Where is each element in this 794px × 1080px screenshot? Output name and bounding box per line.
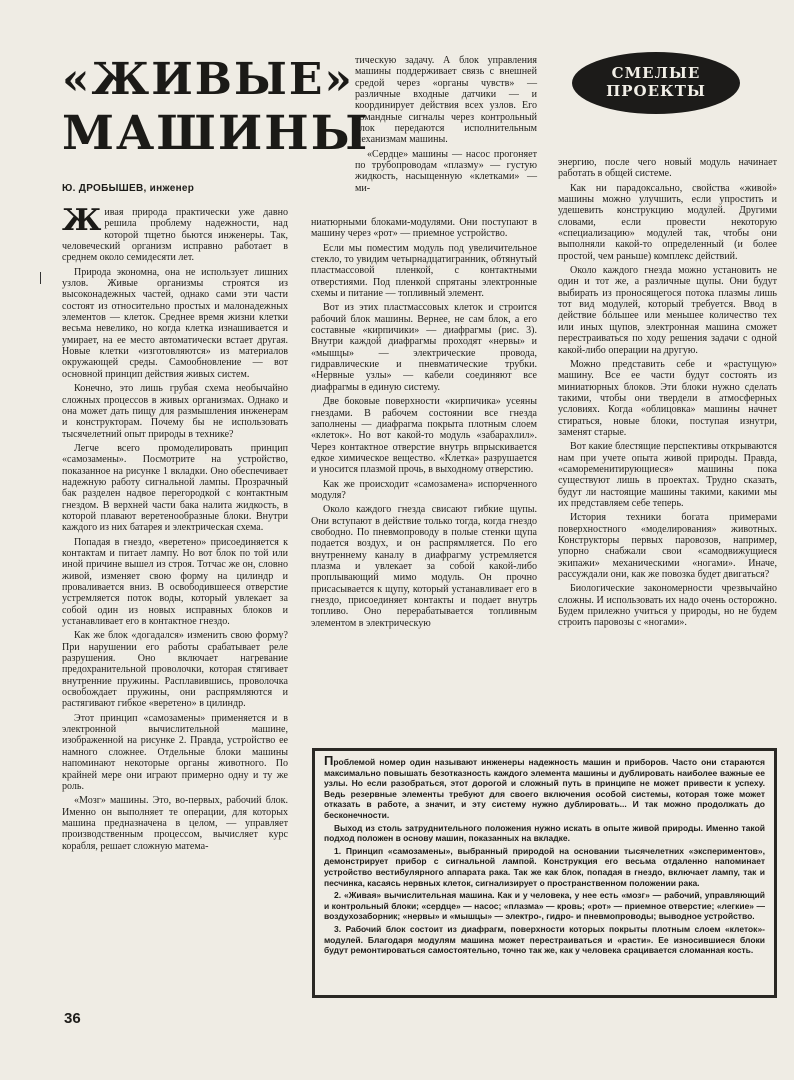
box-paragraph: 2. «Живая» вычислительная машина. Как и у человека, у нее есть «мозг» — рабочий, управляющий и контрольный блоки; «сердце» — насос; «плазма» — кровь; «рот» — приемное отверстие; «легкие» — воздухозаборник; «нервы» и «мышцы» — электро-, гидро- и пневмопроводы; выводное устройство. <box>324 890 765 922</box>
box-drop-cap: П <box>324 753 334 768</box>
author-byline: Ю. ДРОБЫШЕВ, инженер <box>62 183 195 194</box>
paragraph: Две боковые поверхности «кирпичика» усеяны гнездами. В рабочем состоянии все гнезда заполнены — диафрагма покрыта плотным слоем «клеток». Но вот какой-то модуль «забарахлил». Через контактное отверстие внутрь впрыскивается едкое химическое вещество. «Клетка» разрушается и уносится плазмой прочь, в выходному отверстию. <box>311 396 537 476</box>
paragraph: Если мы поместим модуль под увеличительное стекло, то увидим четырнадцатигранник, обтянутый пластмассовой пленкой, с контактными отверстиями. Под пленкой спрятаны электронные схемы и питание — топливный элемент. <box>311 242 537 300</box>
column-1 <box>62 203 288 855</box>
sidebar-box <box>312 748 777 998</box>
paragraph: «Мозг» машины. Это, во-первых, рабочий блок. Именно он выполняет те операции, для которых машина предназначена в целом, — управляет производственным процессом, вычисляет курс корабля, решает сложную матема- <box>62 795 288 852</box>
box-paragraph: 1. Принцип «самозамены», выбранный природой на основании тысячелетних «экспериментов», демонстрирует прибор с сигнальной лампой. Конструкция его весьма отдаленно напоминает устройство вестибулярного аппарата рака. Так же как блок, попадая в гнездо, включает лампу, так и песчинка, касаясь нервных клеток, сигнализирует о пространственном положении рака. <box>324 845 765 888</box>
paragraph: Около каждого гнезда свисают гибкие щупы. Они вступают в действие только тогда, когда гнездо свободно. По пневмопроводу в полые стенки щупа подается воздух, и он распрямляется. По его внутреннему каналу в диафрагму устремляется плазма и увлекает за собой какой-либо проплывающий мимо модуль. Он прочно присасывается к щупу, который устанавливает его в гнездо, присоединяет контакты и подает внутрь топливо. Оно перерабатывается топливным элементом в электрическую <box>311 504 537 629</box>
box-paragraph: Выход из столь затруднительного положения нужно искать в опыте живой природы. Именно такой подход положен в основу машин, показанных на вкладке. <box>324 822 765 844</box>
paragraph: Природа экономна, она не использует лишних узлов. Живые организмы строятся из высоконадежных частей, однако сами эти части состоят из относительно простых и малонадежных элементов — клеток. Среднее время жизни клетки весьма невелико, но когда клетка изнашивается и умирает, на ее место автоматически встает другая. Новые клетки «изготовляются» из материалов окружающей среды. Самообновление — вот основной принцип действия живых систем. <box>62 266 288 380</box>
badge-line1: СМЕЛЫЕ <box>611 64 701 82</box>
page-number: 36 <box>64 1010 81 1027</box>
article-title-line1: «ЖИВЫЕ» <box>62 54 354 105</box>
section-badge <box>572 52 740 114</box>
column-2-top <box>355 55 537 197</box>
paragraph: Биологические закономерности чрезвычайно сложны. И использовать их надо очень осторожно. Будем прилежно учиться у природы, но не будем строить паровозы с «ногами». <box>558 583 777 629</box>
paragraph: Можно представить себе и «растущую» машину. Все ее части будут состоять из миниатюрных блоков. Эти блоки нужно сделать такими, чтобы они твердели в атмосферных условиях. Когда «облицовка» машины начнет стираться, новые блоки, поступая изнутри, заменят старые. <box>558 358 777 438</box>
paragraph: Этот принцип «самозамены» применяется и в электронной вычислительной машине, изображенной на рисунке 2. Правда, устройство ее намного сложнее. Отдельные блоки машины напоминают некоторые органы животного. По крайней мере они играют примерно одну и ту же роль. <box>62 712 288 792</box>
paragraph: энергию, после чего новый модуль начинает работать в общей системе. <box>558 157 777 180</box>
paragraph: ниатюрными блоками-модулями. Они поступают в машину через «рот» — приемное устройство. <box>311 217 537 240</box>
article-title-line2: МАШИНЫ <box>62 106 370 161</box>
paragraph: Как ни парадоксально, свойства «живой» машины можно улучшить, если упростить и удешевить конструкцию модулей. Другими словами, если провести некоторую «специализацию» модулей так, чтобы они выполняли какой-то определенный (и более простой, чем раньше) комплекс действий. <box>558 182 777 262</box>
paragraph: История техники богата примерами поверхностного «моделирования» животных. Конструкторы первых паровозов, например, упорно снабжали свои «самодвижущиеся экипажи» механическими «ногами». Иначе, рассуждали они, как же повозка будет двигаться? <box>558 512 777 581</box>
paragraph: Вот из этих пластмассовых клеток и строится рабочий блок машины. Вернее, не сам блок, а его составные «кирпичики» — диафрагмы (рис. 3). Внутри каждой диафрагмы проходят «нервы» и «мышцы» — электрические провода, гидравлические и пневматические трубки. «Нервные узлы» — кабели соединяют все диафрагмы в единую систему. <box>311 302 537 393</box>
box-paragraph: 3. Рабочий блок состоит из диафрагм, поверхности которых покрыты плотным слоем «клеток»-модулей. Благодаря модулям машина может перестраиваться и «расти». Ее износившиеся блоки будут ремонтироваться самостоятельно, точно так же, как у человека срацивается сломанная кость. <box>324 923 765 956</box>
drop-cap: Ж <box>62 203 102 238</box>
paragraph: Конечно, это лишь грубая схема необычайно сложных процессов в живых организмах. Однако и она может дать пищу для размышления инженерам и конструкторам. Почему бы не использовать тысячелетний опыт природы в технике? <box>62 383 288 440</box>
paragraph: Как же происходит «самозамена» испорченного модуля? <box>311 478 537 501</box>
paragraph: Вот какие блестящие перспективы открываются нам при учете опыта живой природы. Правда, «самоременитирующиеся» машины пока существуют лишь в проектах. Трудно сказать, будут ли настоящие машины такими, какими мы их представляем себе теперь. <box>558 441 777 509</box>
paragraph: Около каждого гнезда можно установить не один и тот же, а различные щупы. Они будут выбирать из проносящегося потока плазмы лишь тот вид модулей, который требуется. Ввод в действие бóльшее или меньшее количество тех или иных щупов, электронная машина сможет перестраиваться по ходу решения задачи с одной какой-либо операции на другую. <box>558 265 777 356</box>
badge-line2: ПРОЕКТЫ <box>606 82 706 100</box>
box-paragraph: Проблемой номер один называют инженеры надежность машин и приборов. Часто они стараются максимально повышать безотказность каждого элемента машины и дублировать наиболее важные ее узлы. Но если разобраться, этот дорогой и сложный путь в принципе не может привести к успеху. Ведь резервные элементы требуют для своего включения особой системы, которая тоже может отказать в работе, а значит, и эту систему нужно дублировать... И так можно продолжать до бесконечности. <box>324 753 765 820</box>
paragraph: «Сердце» машины — насос прогоняет по трубопроводам «плазму» — густую жидкость, насыщенную «клетками» — ми- <box>355 148 537 194</box>
paragraph: Живая природа практически уже давно решила проблему надежности, над которой тщетно бьются инженеры. Так, человеческий организм исправно работает в среднем около семидесяти лет. <box>62 203 288 264</box>
paragraph: Попадая в гнездо, «веретено» присоединяется к контактам и питает лампу. Но вот блок по той или иной причине вышел из строя. Тотчас же он, словно живой, изменяет свою форму на цилиндр и проваливается вниз. В освободившееся отверстие устремляется поток воды, который увлекает за собой один из новых исправных блоков и устанавливает его в контактное гнездо. <box>62 536 288 628</box>
paragraph: Легче всего промоделировать принцип «самозамены». Посмотрите на устройство, показанное на рисунке 1 вкладки. Оно обеспечивает надежную работу сигнальной лампы. Прозрачный бак разделен надвое перегородкой с контактным гнездом. В верхней части бака налита жидкость, в которой плавают веретенообразные блоки. Внутри каждого из них батарея и электрическая схема. <box>62 442 288 534</box>
column-3 <box>558 157 777 632</box>
paragraph: тическую задачу. А блок управления машины поддерживает связь с внешней средой через «органы чувств» — различные входные датчики — и координирует действия всех узлов. Его командные сигналы через контрольный блок передаются исполнительным механизмам машины. <box>355 55 537 146</box>
paragraph: Как же блок «догадался» изменить свою форму? При нарушении его работы срабатывает реле разрушения. Оно включает нагревание предохранительной проволочки, которая стягивает внутренние пружины. Расплавившись, проволочка освобождает пружины, они распрямляются и растягивают гибкое «веретено» в цилиндр. <box>62 630 288 710</box>
margin-mark <box>40 272 41 284</box>
column-2 <box>311 217 537 632</box>
